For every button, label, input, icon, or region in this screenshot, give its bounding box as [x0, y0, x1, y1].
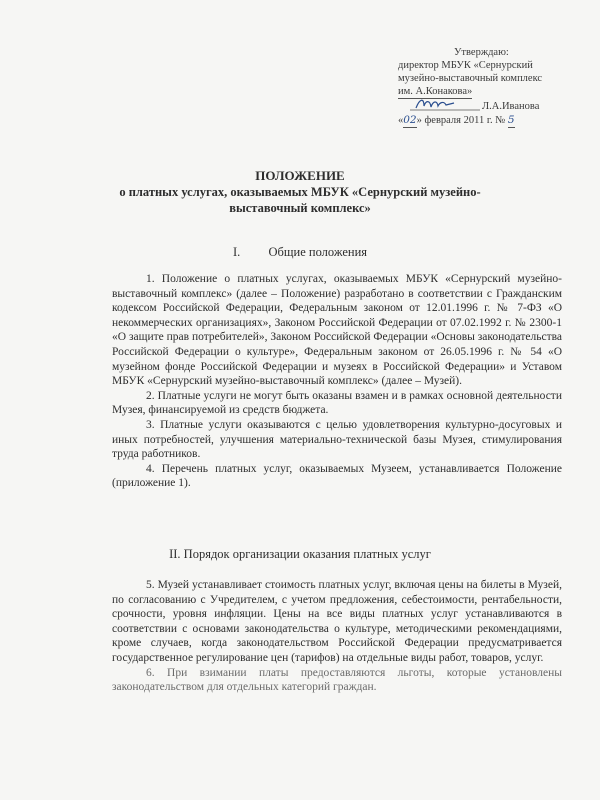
approval-block: [398, 46, 598, 128]
section-2-body: [112, 578, 562, 695]
approval-line-3: им. А.Конакова»: [398, 86, 473, 97]
section-2-heading: II. Порядок организации оказания платных услуг: [169, 547, 431, 561]
approval-heading: Утверждаю:: [454, 47, 509, 58]
order-number: 5: [507, 114, 515, 126]
title-line-3: выставочный комплекс»: [229, 201, 371, 215]
section-1-heading: [0, 244, 600, 260]
signature-row: [398, 100, 598, 114]
date-rest: » февраля 2011 г. №: [416, 115, 506, 126]
title-line-2: о платных услугах, оказываемых МБУК «Сернурский музейно-: [119, 185, 481, 199]
section-1-body: [112, 272, 562, 491]
paragraph-4: 4. Перечень платных услуг, оказываемых Музеем, устанавливается Положение (приложение 1).: [112, 462, 562, 490]
paragraph-1: 1. Положение о платных услугах, оказываемых МБУК «Сернурский музейно-выставочный комплекс» (далее – Положение) разработано в соответствии с Гражданским кодексом Российской Федерации, Федеральным законом от 12.01.1996 г. № 7-ФЗ «О некоммерческих организациях», Законом Российской Федерации от 07.02.1992 г. № 2300-1 «О защите прав потребителей», Законом Российской Федерации «Основы законодательства Российской Федерации о культуре», Федеральным законом от 26.05.1996 г. № 54 «О музейном фонде Российской Федерации и музеях в Российской Федерации» и Уставом МБУК «Сернурский музейно-выставочный комплекс» (далее – Музей).: [112, 273, 562, 388]
paragraph-6: 6. При взимании платы предоставляются льготы, которые установлены законодательством для отдельных категорий граждан.: [112, 666, 562, 694]
section-1-title: Общие положения: [268, 245, 368, 259]
date-row: «02» февраля 2011 г. № 5: [398, 114, 515, 126]
paragraph-2: 2. Платные услуги не могут быть оказаны взамен и в рамках основной деятельности Музея, финансируемой из средств бюджета.: [112, 389, 562, 417]
approval-line-2: музейно-выставочный комплекс: [398, 73, 543, 84]
title-line-1: ПОЛОЖЕНИЕ: [255, 168, 345, 183]
approval-line-1: директор МБУК «Сернурский: [398, 60, 533, 71]
signer-name: Л.А.Иванова: [482, 101, 540, 112]
handwritten-signature: [410, 96, 482, 114]
date-day: 02: [403, 114, 417, 126]
document-title: [0, 168, 600, 216]
section-1-number: I.: [232, 245, 241, 259]
paragraph-3: 3. Платные услуги оказываются с целью удовлетворения культурно-досуговых и иных потребностей, улучшения материально-технической базы Музея, стимулирования труда работников.: [112, 418, 562, 461]
paragraph-5: 5. Музей устанавливает стоимость платных услуг, включая цены на билеты в Музей, по согласованию с Учредителем, с учетом предложения, себестоимости, рентабельности, срочности, уровня инфляции. Цены на все виды платных услуг устанавливаются в соответствии с основами законодательства о культуре, методическими рекомендациями, кроме случаев, когда законодательством Российской Федерации предусматривается государственное регулирование цен (тарифов) на отдельные виды работ, товаров, услуг.: [112, 579, 562, 664]
